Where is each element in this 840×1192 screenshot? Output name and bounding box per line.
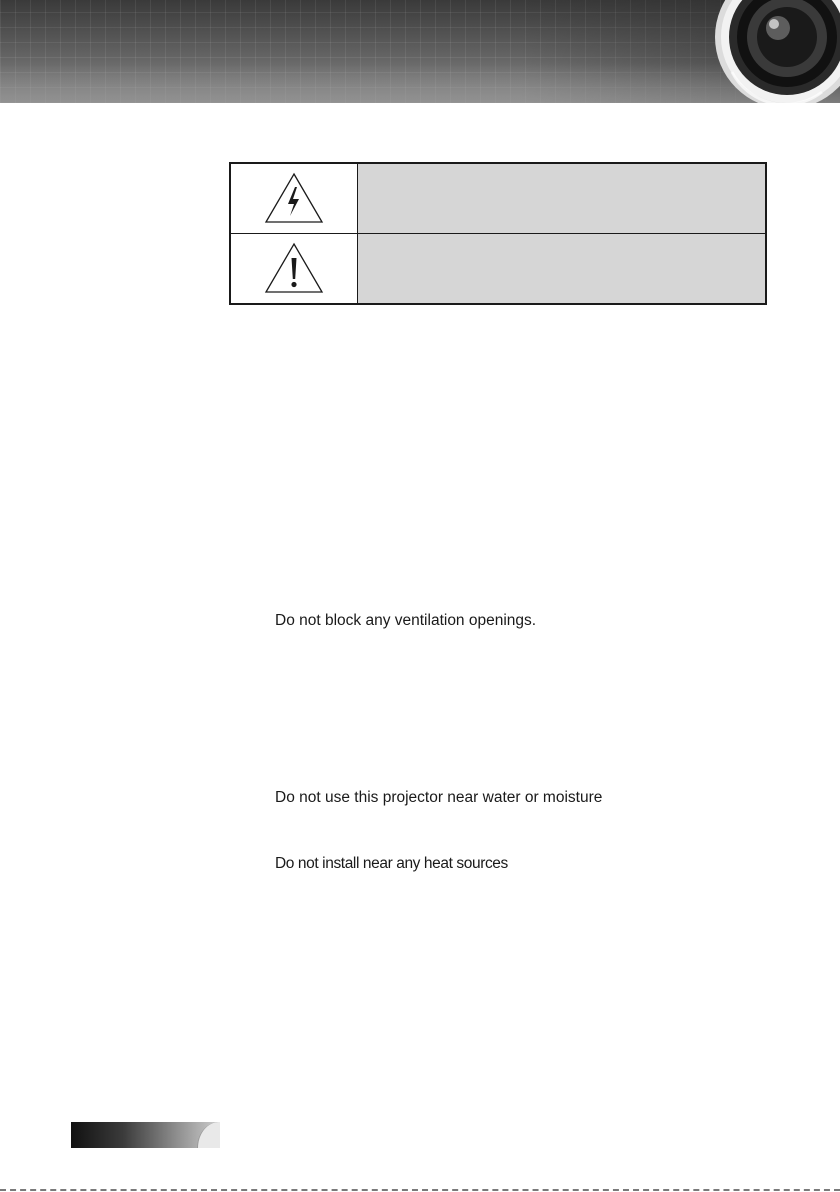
bottom-divider xyxy=(0,1189,840,1191)
electric-shock-symbol-cell xyxy=(231,164,358,234)
caution-exclamation-icon xyxy=(263,241,325,295)
projector-lens-icon xyxy=(712,0,840,103)
water-moisture-note: Do not use this projector near water or moisture xyxy=(275,789,603,806)
electric-shock-description-cell xyxy=(358,164,765,234)
footer-page-tab xyxy=(71,1122,220,1148)
warning-symbol-table xyxy=(229,162,767,305)
caution-symbol-cell xyxy=(231,234,358,304)
heat-sources-note: Do not install near any heat sources xyxy=(275,855,508,872)
caution-description-cell xyxy=(358,234,765,304)
electric-shock-warning-icon xyxy=(263,171,325,225)
ventilation-note: Do not block any ventilation openings. xyxy=(275,612,537,629)
footer-tab-curve xyxy=(197,1122,220,1148)
header-banner xyxy=(0,0,840,103)
